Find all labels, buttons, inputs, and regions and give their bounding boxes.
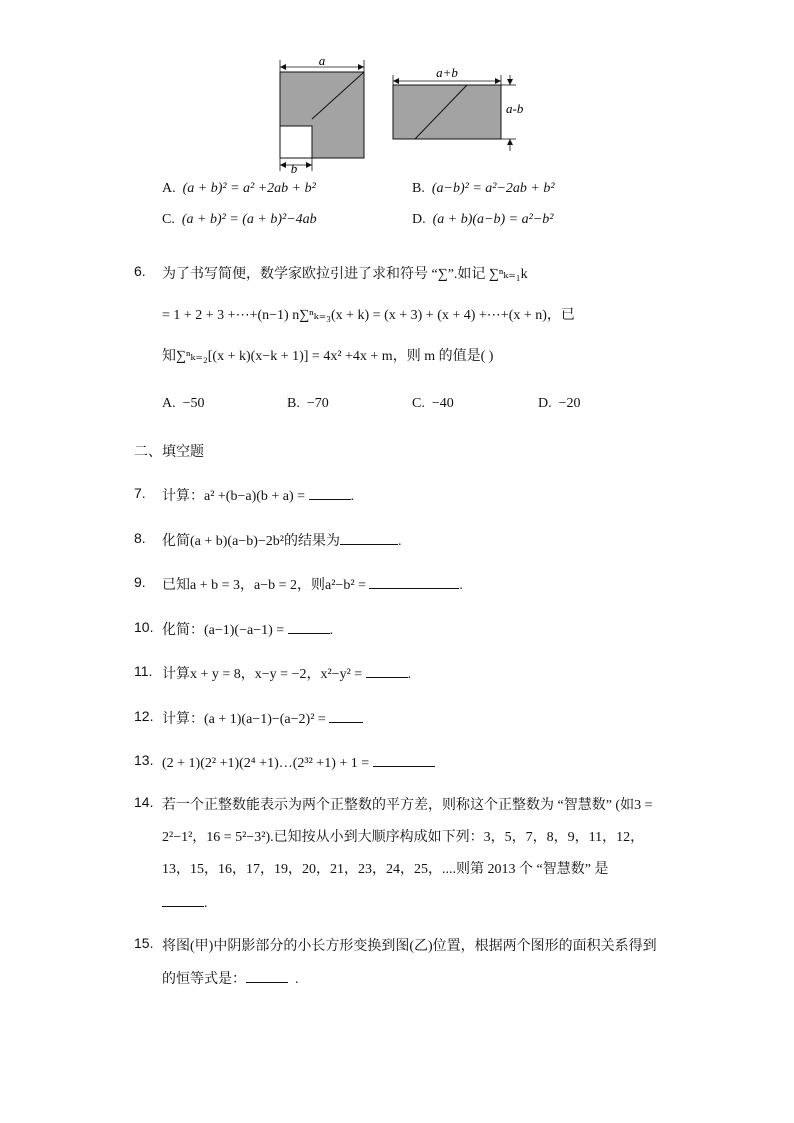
q15-answer-blank[interactable] bbox=[246, 968, 288, 983]
q5-option-a: A. (a + b)² = a² +2ab + b² bbox=[162, 181, 316, 196]
label-a-plus-b: a+b bbox=[436, 65, 458, 80]
q14-line3: 13，15，16，17，19，20，21，23，24，25，....则第 2013 个 “智慧数” 是 bbox=[162, 862, 609, 877]
q6-line1: 为了书写简便，数学家欧拉引进了求和符号 “∑”.如记 ∑ⁿₖ₌₁k bbox=[162, 267, 528, 282]
q14-line1: 若一个正整数能表示为两个正整数的平方差，则称这个正整数为 “智慧数” (如3 = bbox=[162, 798, 653, 813]
label-a: a bbox=[318, 55, 326, 68]
label-a-minus-b: a-b bbox=[506, 101, 524, 116]
q14-number: 14. bbox=[134, 794, 154, 810]
q9-text: 已知a + b = 3，a−b = 2，则a²−b² = . bbox=[162, 574, 463, 594]
figures-jia-yi bbox=[270, 55, 530, 175]
figure-yi bbox=[393, 65, 524, 151]
q6-number: 6. bbox=[134, 263, 146, 279]
q12-text: 计算：(a + 1)(a−1)−(a−2)² = bbox=[162, 708, 363, 728]
q13-answer-blank[interactable] bbox=[373, 752, 435, 767]
q7-number: 7. bbox=[134, 485, 146, 501]
q13-number: 13. bbox=[134, 752, 154, 768]
label-b: b bbox=[290, 161, 298, 175]
q12-number: 12. bbox=[134, 708, 154, 724]
q15-number: 15. bbox=[134, 935, 154, 951]
q14-line2: 2²−1²，16 = 5²−3²).已知按从小到大顺序构成如下列：3，5，7，8，9，11，12， bbox=[162, 830, 645, 845]
q6-option-d: D. −20 bbox=[538, 396, 581, 411]
q5-option-d: D. (a + b)(a−b) = a²−b² bbox=[412, 212, 554, 227]
section-title-fill-in: 二、填空题 bbox=[134, 444, 204, 460]
q9-answer-blank[interactable] bbox=[369, 574, 459, 589]
q6-line2: = 1 + 2 + 3 +⋯+(n−1) n∑ⁿₖ₌₃(x + k) = (x + 3) + (x + 4) +⋯+(x + n)，已 bbox=[162, 308, 575, 323]
q13-text: (2 + 1)(2² +1)(2⁴ +1)…(2³² +1) + 1 = bbox=[162, 752, 435, 772]
q6-option-a: A. −50 bbox=[162, 396, 205, 411]
q10-text: 化简：(a−1)(−a−1) = . bbox=[162, 619, 333, 639]
q8-answer-blank[interactable] bbox=[340, 530, 398, 545]
q15-line1: 将图(甲)中阴影部分的小长方形变换到图(乙)位置，根据两个图形的面积关系得到 bbox=[162, 939, 657, 954]
q15-line2: 的恒等式是： . bbox=[162, 968, 299, 988]
q9-number: 9. bbox=[134, 574, 146, 590]
q12-answer-blank[interactable] bbox=[329, 708, 363, 723]
q8-text: 化简(a + b)(a−b)−2b²的结果为 . bbox=[162, 530, 401, 550]
q14-answer-blank[interactable] bbox=[162, 892, 204, 907]
q10-number: 10. bbox=[134, 619, 154, 635]
q7-text: 计算：a² +(b−a)(b + a) = . bbox=[162, 485, 354, 505]
q11-number: 11. bbox=[134, 663, 153, 679]
q11-answer-blank[interactable] bbox=[366, 663, 408, 678]
q5-option-b: B. (a−b)² = a²−2ab + b² bbox=[412, 181, 555, 196]
q6-line3: 知∑ⁿₖ₌₂[(x + k)(x−k + 1)] = 4x² +4x + m，则 m 的值是( ) bbox=[162, 349, 494, 364]
q6-option-b: B. −70 bbox=[287, 396, 329, 411]
q5-option-c: C. (a + b)² = (a + b)²−4ab bbox=[162, 212, 317, 227]
q8-number: 8. bbox=[134, 530, 146, 546]
q14-answer: . bbox=[162, 892, 208, 912]
figure-jia bbox=[280, 55, 364, 175]
q6-option-c: C. −40 bbox=[412, 396, 454, 411]
q7-answer-blank[interactable] bbox=[309, 485, 351, 500]
q11-text: 计算x + y = 8，x−y = −2，x²−y² = . bbox=[162, 663, 411, 683]
q10-answer-blank[interactable] bbox=[288, 619, 330, 634]
